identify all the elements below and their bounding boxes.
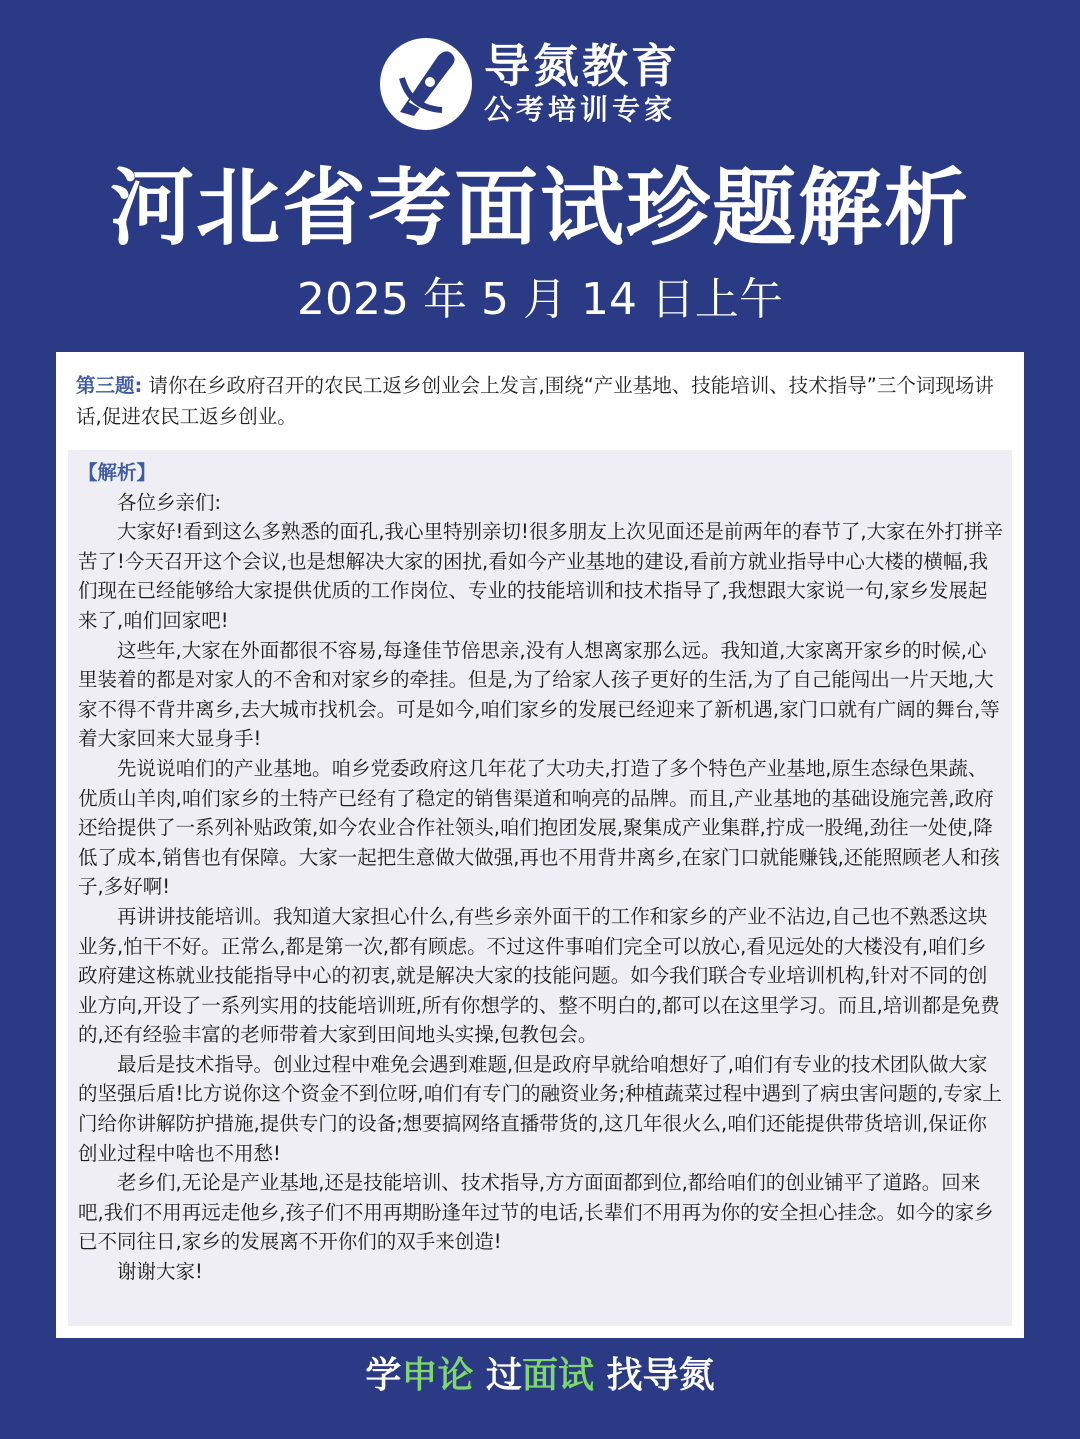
slogan-part: 面试: [522, 1355, 595, 1396]
speech-paragraph: 各位乡亲们:: [117, 490, 222, 514]
slogan-part: 过: [473, 1355, 522, 1396]
brand-name: 导氮教育: [484, 39, 680, 93]
speech-paragraph: 大家好!看到这么多熟悉的面孔,我心里特别亲切!很多朋友上次见面还是前两年的春节了,大家在外打拼辛苦了!今天召开这个会议,也是想解决大家的困扰,看如今产业基地的建设,看前方就业指导中心大楼的横幅,我们现在已经能够给大家提供优质的工作岗位、专业的技能培训和技术指导了,我想跟大家说一句,家乡发展起来了,咱们回家吧!: [78, 520, 1004, 632]
pen-nib-logo-icon: [380, 38, 472, 130]
brand-header: [380, 38, 680, 130]
exam-date: 2025 年 5 月 14 日上午: [297, 274, 783, 325]
analysis-label: 【解析】: [78, 461, 157, 484]
speech-paragraph: 再讲讲技能培训。我知道大家担心什么,有些乡亲外面干的工作和家乡的产业不沾边,自己也不熟悉这块业务,怕干不好。正常么,都是第一次,都有顾虑。不过这件事咱们完全可以放心,看见远处的大楼没有,咱们乡政府建这栋就业技能指导中心的初衷,就是解决大家的技能问题。如今我们联合专业培训机构,针对不同的创业方向,开设了一系列实用的技能培训班,所有你想学的、整不明白的,都可以在这里学习。而且,培训都是免费的,还有经验丰富的老师带着大家到田间地头实操,包教包会。: [78, 904, 1000, 1047]
question-label: 第三题:: [76, 374, 143, 397]
analysis-box: [68, 450, 1012, 1326]
slogan-part: 导氮: [642, 1355, 715, 1396]
slogan-part: 找: [594, 1355, 643, 1396]
page-title: 河北省考面试珍题解析: [109, 159, 970, 257]
slogan-part: 学: [365, 1355, 402, 1396]
question-block: [76, 370, 1006, 432]
speech-paragraph: 老乡们,无论是产业基地,还是技能培训、技术指导,方方面面都到位,都给咱们的创业铺平了道路。回来吧,我们不用再远走他乡,孩子们不用再期盼逢年过节的电话,长辈们不用再为你的安全担心挂念。如今的家乡已不同往日,家乡的发展离不开你们的双手来创造!: [78, 1171, 994, 1254]
speech-paragraph: 最后是技术指导。创业过程中难免会遇到难题,但是政府早就给咱想好了,咱们有专业的技术团队做大家的坚强后盾!比方说你这个资金不到位呀,咱们有专门的融资业务;种植蔬菜过程中遇到了病虫害问题的,专家上门给你讲解防护措施,提供专门的设备;想要搞网络直播带货的,这几年很火么,咱们还能提供带货培训,保证你创业过程中啥也不用愁!: [78, 1052, 1002, 1165]
footer-slogan: [0, 1352, 1080, 1400]
analysis-text: [78, 458, 1004, 1287]
slogan-part: 申论: [401, 1355, 474, 1396]
speech-paragraph: 先说说咱们的产业基地。咱乡党委政府这几年花了大功夫,打造了多个特色产业基地,原生态绿色果蔬、优质山羊肉,咱们家乡的土特产已经有了稳定的销售渠道和响亮的品牌。而且,产业基地的基础设施完善,政府还给提供了一系列补贴政策,如今农业合作社领头,咱们抱团发展,聚集成产业集群,拧成一股绳,劲往一处使,降低了成本,销售也有保障。大家一起把生意做大做强,再也不用背井离乡,在家门口就能赚钱,还能照顾老人和孩子,多好啊!: [78, 756, 1000, 899]
speech-paragraph: 这些年,大家在外面都很不容易,每逢佳节倍思亲,没有人想离家那么远。我知道,大家离开家乡的时候,心里装着的都是对家人的不舍和对家乡的牵挂。但是,为了给家人孩子更好的生活,为了自己能闯出一片天地,大家不得不背井离乡,去大城市找机会。可是如今,咱们家乡的发展已经迎来了新机遇,家门口就有广阔的舞台,等着大家回来大显身手!: [78, 638, 1000, 751]
brand-text: [484, 40, 680, 128]
question-text: 请你在乡政府召开的农民工返乡创业会上发言,围绕“产业基地、技能培训、技术指导”三个词现场讲话,促进农民工返乡创业。: [76, 374, 994, 428]
speech-paragraph: 谢谢大家!: [117, 1260, 203, 1284]
content-panel: [56, 352, 1024, 1338]
brand-subtitle: 公考培训专家: [484, 93, 677, 126]
